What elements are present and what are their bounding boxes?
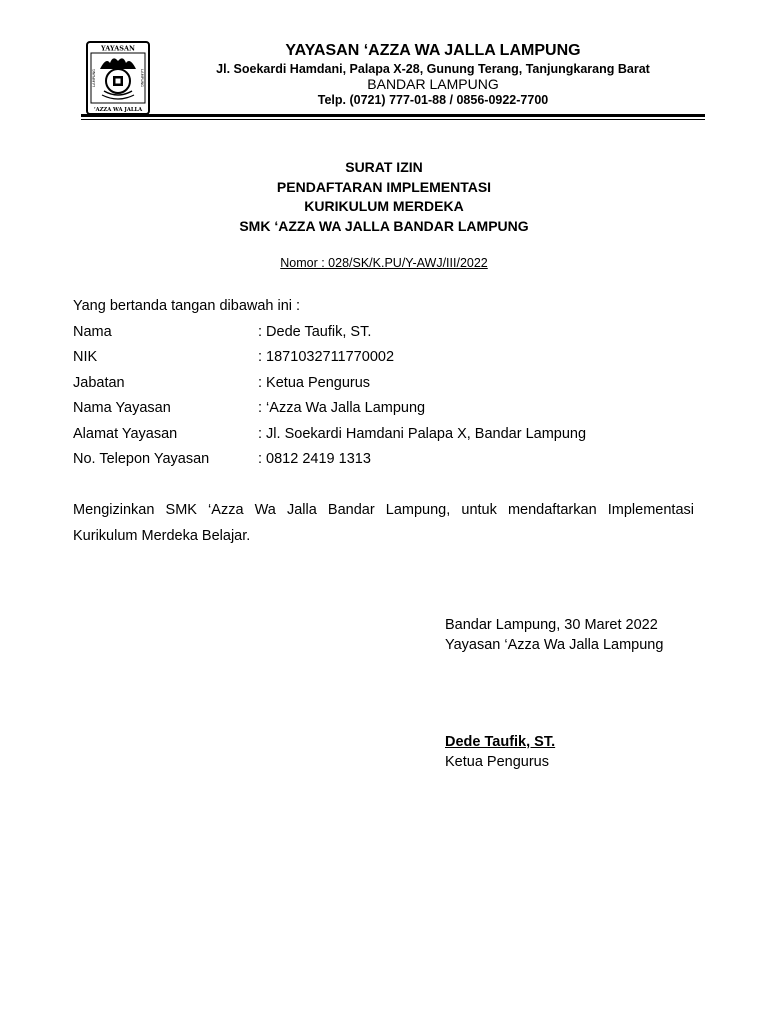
logo-top-text: YAYASAN [101, 44, 135, 53]
info-row-foundation-phone [73, 448, 586, 473]
permission-paragraph: Mengizinkan SMK ‘Azza Wa Jalla Bandar Lampung, untuk mendaftarkan Implementasi Kurikulum Merdeka Belajar. [73, 502, 694, 544]
title-line-3: KURIKULUM MERDEKA [304, 198, 464, 214]
info-value: : Jl. Soekardi Hamdani Palapa X, Bandar Lampung [258, 425, 587, 442]
org-phone: Telp. (0721) 777-01-88 / 0856-0922-7700 [317, 93, 549, 107]
info-label: Nama Yayasan [73, 400, 171, 417]
title-line-4: SMK ‘AZZA WA JALLA BANDAR LAMPUNG [239, 217, 529, 234]
signer-name: Dede Taufik, ST. [445, 734, 556, 750]
info-value: : 0812 2419 1313 [258, 450, 371, 467]
info-row-nik [73, 346, 586, 371]
letterhead-text [160, 40, 706, 108]
org-address: Jl. Soekardi Hamdani, Palapa X-28, Gunung Terang, Tanjungkarang Barat [216, 62, 650, 76]
logo-bottom-text: ’AZZA WA JALLA [93, 107, 143, 113]
logo-left-text: LAMPUNG [92, 69, 96, 87]
logo-right-text: LAMPUNG [140, 69, 144, 87]
signature-org: Yayasan ‘Azza Wa Jalla Lampung [445, 637, 664, 653]
title-line-2: PENDAFTARAN IMPLEMENTASI [276, 178, 492, 195]
letterhead-rule-thin [81, 119, 705, 120]
info-row-position [73, 372, 586, 397]
info-row-name [73, 321, 586, 346]
signer-info-table [73, 321, 586, 473]
letterhead [0, 0, 768, 122]
info-label: Jabatan [73, 374, 125, 391]
document-number [0, 256, 768, 270]
signer [445, 732, 555, 772]
info-label: NIK [73, 349, 98, 366]
info-label: Alamat Yayasan [73, 425, 178, 442]
info-row-foundation-address [73, 423, 586, 448]
signer-position: Ketua Pengurus [445, 754, 549, 770]
org-city: BANDAR LAMPUNG [367, 76, 499, 92]
info-value: : Ketua Pengurus [258, 374, 371, 391]
place-date: Bandar Lampung, 30 Maret 2022 [445, 617, 658, 633]
info-value: : Dede Taufik, ST. [258, 324, 372, 340]
info-row-foundation-name [73, 397, 586, 422]
info-label: Nama [73, 324, 112, 340]
intro-text: Yang bertanda tangan dibawah ini : [73, 298, 301, 314]
org-name: YAYASAN ‘AZZA WA JALLA LAMPUNG [285, 42, 581, 59]
title-line-1: SURAT IZIN [345, 159, 423, 175]
info-value: : 1871032711770002 [258, 349, 395, 366]
info-value: : ‘Azza Wa Jalla Lampung [258, 400, 426, 417]
letterhead-rule-thick [81, 114, 705, 117]
info-label: No. Telepon Yayasan [73, 450, 210, 467]
document-title [0, 158, 768, 236]
document-number-text: Nomor : 028/SK/K.PU/Y-AWJ/III/2022 [280, 256, 488, 270]
signature-header [445, 615, 663, 655]
foundation-logo-icon [86, 41, 150, 115]
